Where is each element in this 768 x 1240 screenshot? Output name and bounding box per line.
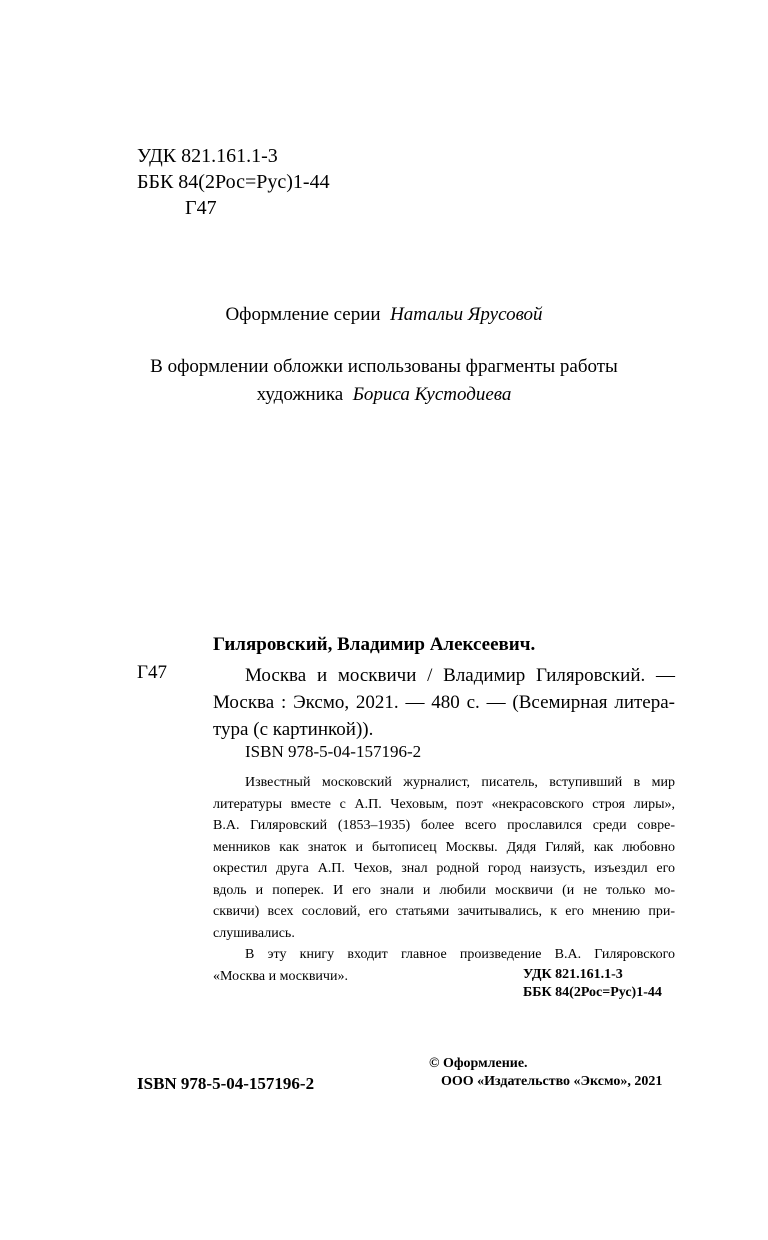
annotation-line: вдоль и поперек. И его знали и любили москвичи (и не только мо- bbox=[213, 882, 675, 898]
annotation-line: Известный московский журналист, писатель, вступивший в мир bbox=[245, 775, 675, 790]
cover-credit-line: В оформлении обложки использованы фрагменты работы bbox=[150, 356, 618, 377]
footer-classification bbox=[523, 966, 662, 1002]
cover-artist-label: художника bbox=[256, 384, 344, 405]
bib-line: тура (с картинкой)). bbox=[213, 719, 374, 740]
copyright-design: © Оформление. bbox=[429, 1056, 528, 1071]
footer-isbn: ISBN 978-5-04-157196-2 bbox=[137, 1074, 315, 1093]
annotation-line: «Москва и москвичи». bbox=[213, 968, 348, 984]
annotation-line: окрестил друга А.П. Чехов, знал родной город наизусть, изъездил его bbox=[213, 861, 675, 876]
cover-artist-name: Бориса Кустодиева bbox=[352, 384, 512, 405]
annotation-line: литературы вместе с А.П. Чеховым, поэт «некрасовского строя лиры», bbox=[213, 796, 675, 812]
author-heading: Гиляровский, Владимир Алексеевич. bbox=[213, 634, 536, 655]
footer-bbk-code: ББК 84(2Рос=Рус)1-44 bbox=[523, 985, 662, 1000]
bbk-code: ББК 84(2Рос=Рус)1-44 bbox=[137, 171, 330, 193]
catalog-author-sign: Г47 bbox=[137, 662, 167, 683]
copyright-publisher: ООО «Издательство «Эксмо», 2021 bbox=[441, 1074, 663, 1089]
series-design-credit bbox=[0, 304, 768, 326]
series-designer-name: Натальи Ярусовой bbox=[390, 304, 543, 325]
annotation-line: В эту книгу входит главное произведение В.А. Гиляровского bbox=[245, 947, 675, 962]
annotation-line: сквичи) всех сословий, его статьями зачитывались, к его мнению при- bbox=[213, 904, 675, 919]
annotation-line: В.А. Гиляровский (1853–1935) более всего прославился среди совре- bbox=[213, 818, 675, 833]
bib-line: Москва : Эксмо, 2021. — 480 с. — (Всемирная литера- bbox=[213, 692, 675, 713]
series-design-label: Оформление серии bbox=[225, 304, 381, 325]
udk-code: УДК 821.161.1-3 bbox=[137, 145, 278, 167]
bib-line: Москва и москвичи / Владимир Гиляровский. — bbox=[245, 665, 675, 686]
author-sign: Г47 bbox=[185, 197, 217, 219]
cover-artist-credit bbox=[0, 384, 768, 406]
classification-block bbox=[137, 143, 330, 221]
annotation-line: менников как знаток и бытописец Москвы. Дядя Гиляй, как любовно bbox=[213, 839, 675, 855]
footer-udk-code: УДК 821.161.1-3 bbox=[523, 967, 623, 982]
annotation bbox=[213, 772, 675, 987]
isbn-number: ISBN 978-5-04-157196-2 bbox=[245, 742, 422, 761]
bibliographic-description bbox=[213, 662, 675, 743]
annotation-line: слушивались. bbox=[213, 925, 295, 941]
